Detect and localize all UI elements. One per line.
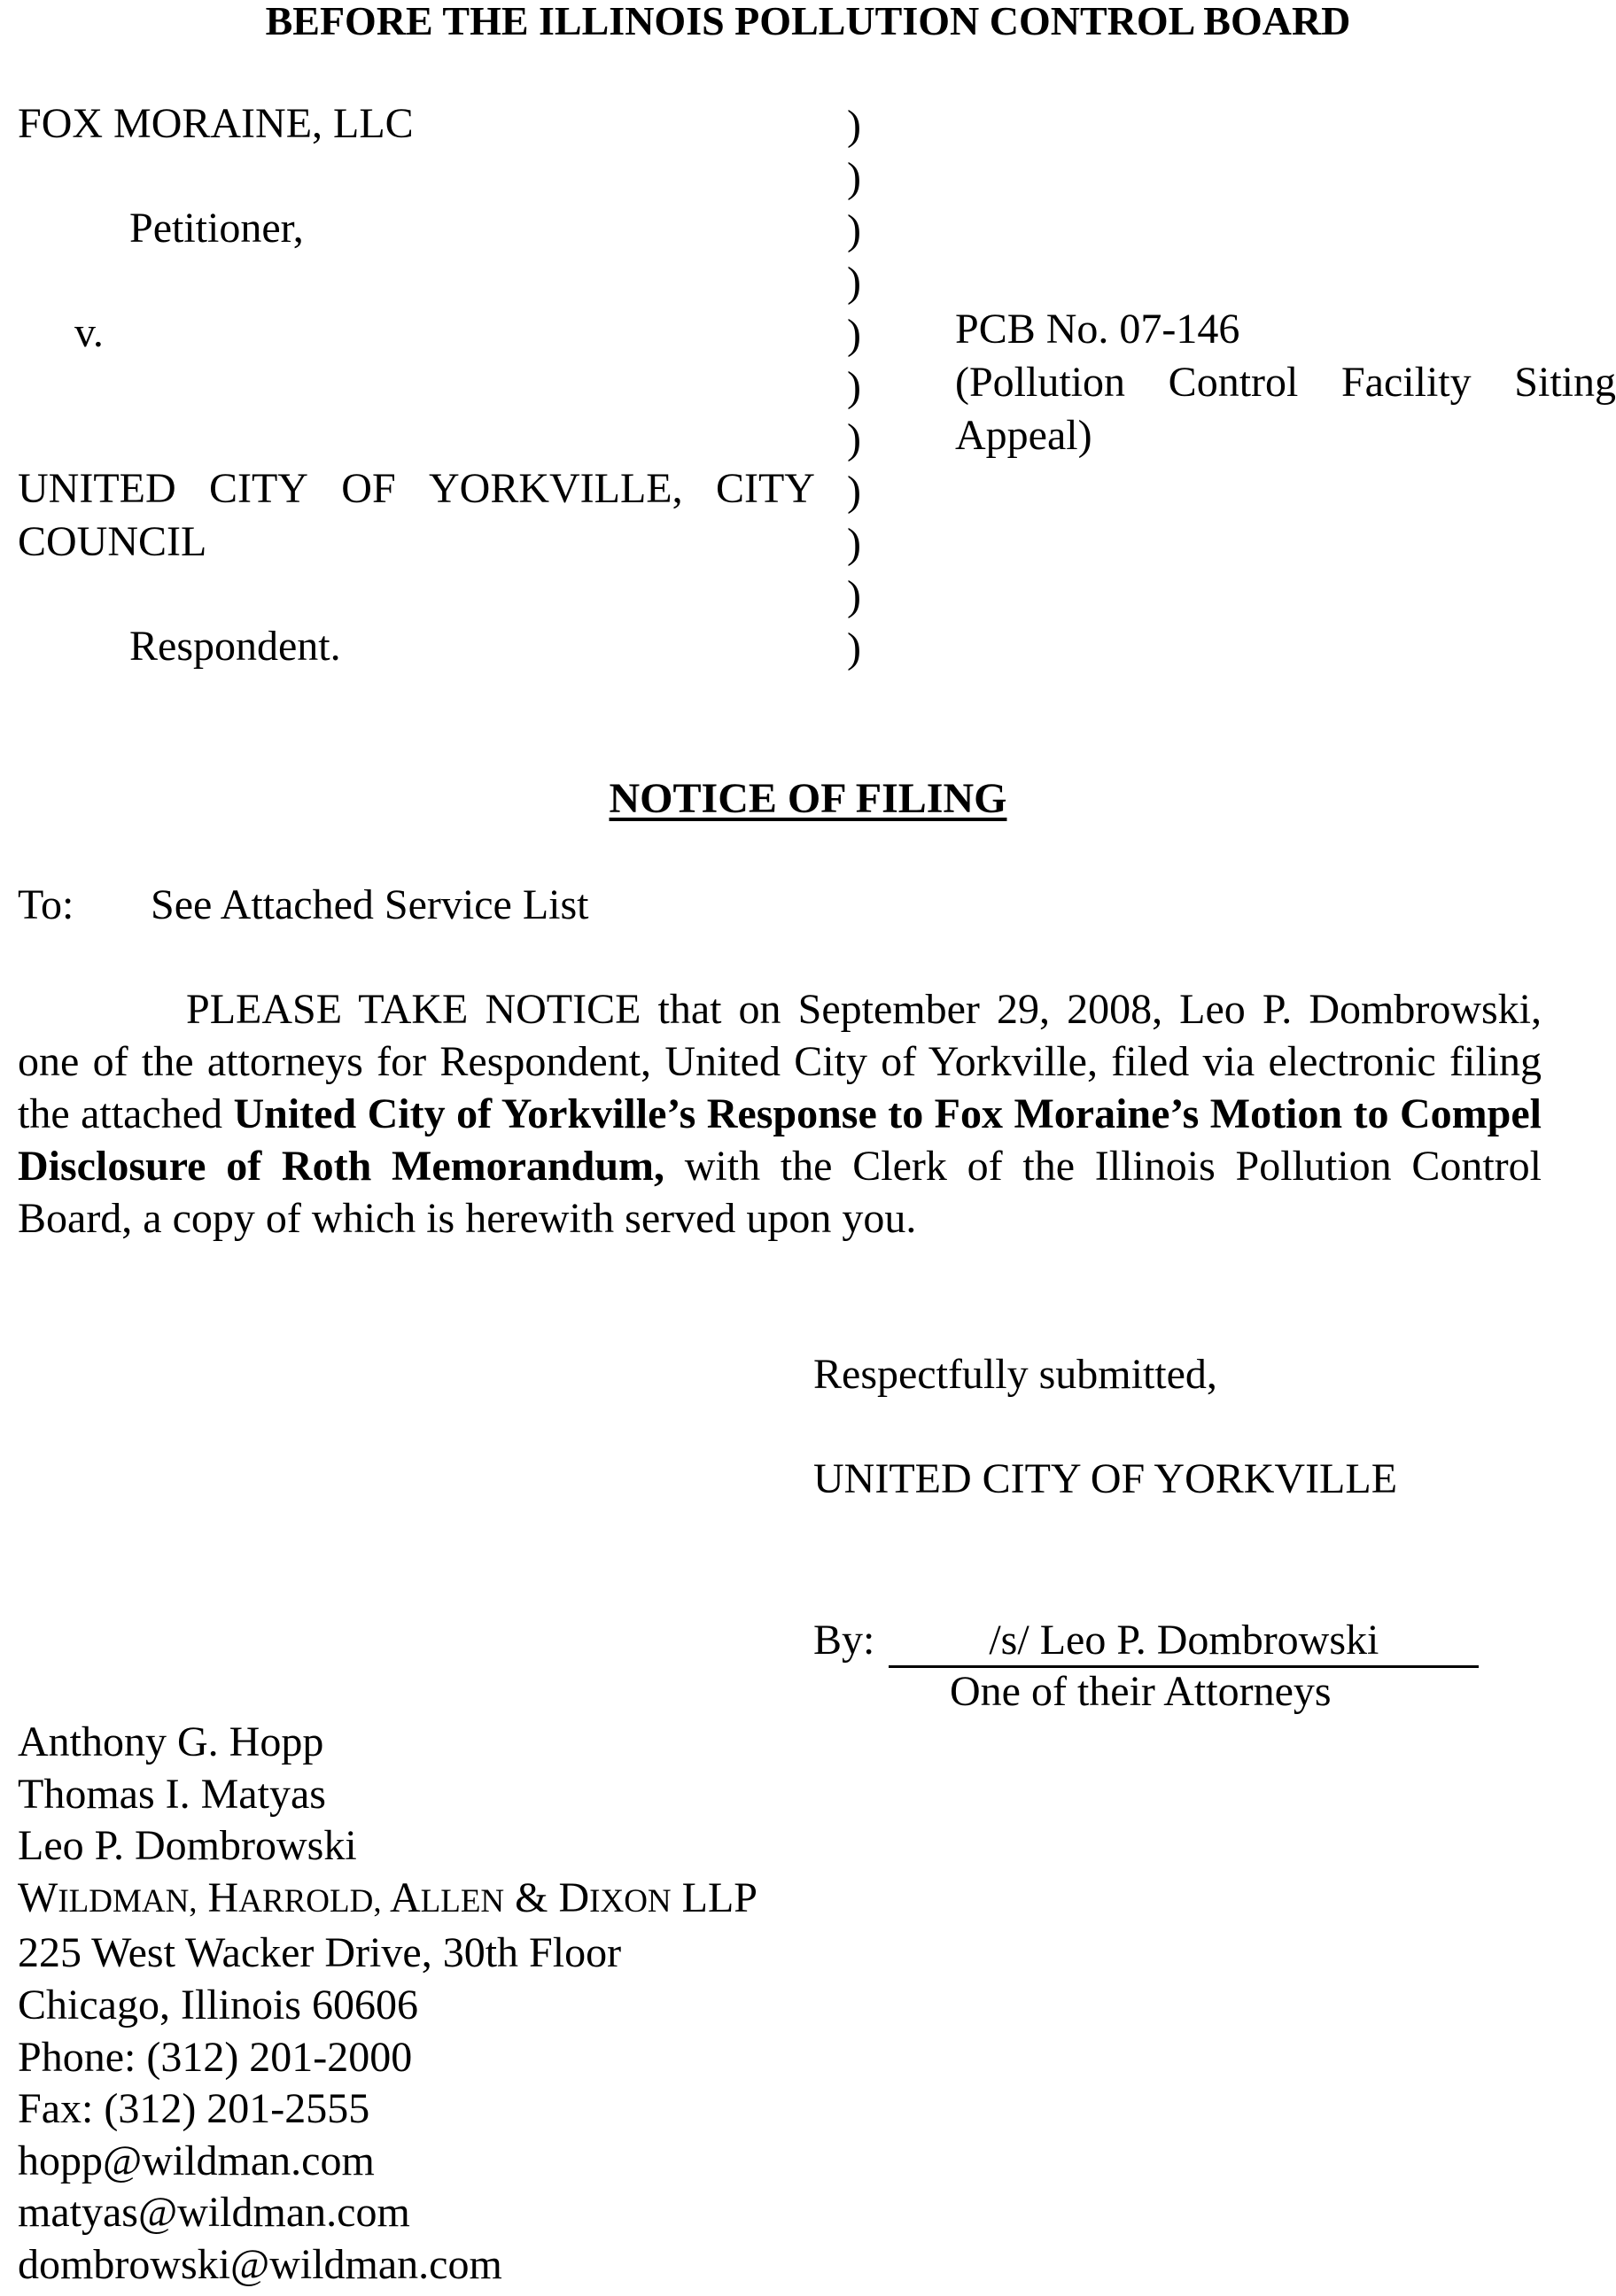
signature-party: UNITED CITY OF YORKVILLE [813,1455,1398,1502]
paren: ) [847,206,861,253]
respondent-name-line2: COUNCIL [18,518,207,565]
firm-word-cap: W [18,1873,58,1921]
case-type-line1 [955,356,1616,409]
firm-word-cap: LLP [681,1873,758,1921]
firm-name [18,1873,758,1928]
firm-word-rest: IXON [589,1882,672,1920]
respondent-role: Respondent. [129,623,341,670]
attorney-email: dombrowski@wildman.com [18,2240,502,2288]
paren: ) [847,154,861,201]
case-info [955,303,1616,462]
firm-word-rest: LLEN [420,1882,505,1920]
body-closing: with the Clerk of the Illinois Pollution Control Board, a copy of which is herewith served upon you. [18,1143,1542,1242]
respondent-word: OF [341,465,396,512]
firm-word-cap: D [558,1873,590,1921]
case-number: PCB No. 07-146 [955,306,1240,353]
paren: ) [847,415,861,462]
body-intro: PLEASE TAKE NOTICE that on September 29, 2008, Leo P. Dombrowski, one of the attorneys for Respondent, United City of Yorkville, filed via electronic filing the attached [18,986,1542,1137]
paren: ) [847,102,861,149]
firm-address-line1: 225 West Wacker Drive, 30th Floor [18,1929,622,1977]
paren: ) [847,259,861,306]
firm-word-rest: ILDMAN, [58,1882,198,1920]
firm-fax: Fax: (312) 201-2555 [18,2085,370,2133]
attorney-contact-block [18,1717,758,2292]
petitioner-role: Petitioner, [129,205,304,252]
notice-body [18,983,1542,1245]
paren: ) [847,311,861,358]
firm-word-cap: H [207,1873,239,1921]
firm-word-cap: A [389,1873,421,1921]
to-label: To: [18,881,74,928]
signer-title: One of their Attorneys [950,1668,1332,1715]
case-type-word: (Pollution [955,359,1126,406]
versus-label: v. [74,309,104,356]
to-value: See Attached Service List [151,881,589,928]
respondent-name-line1 [18,462,815,516]
case-type-word: Facility [1340,359,1472,406]
attorney-email: hopp@wildman.com [18,2137,375,2184]
signature-closing: Respectfully submitted, [813,1351,1217,1398]
paren: ) [847,363,861,410]
paren: ) [847,572,861,619]
attorney-name: Leo P. Dombrowski [18,1822,357,1870]
filed-document-title: United City of Yorkville’s Response to Fox Moraine’s Motion to Compel Disclosure of Roth Memorandum, [18,1090,1542,1190]
caption-parentheses [847,99,861,674]
respondent-word: CITY [208,465,308,512]
petitioner-name: FOX MORAINE, LLC [18,100,414,147]
firm-word-cap: & [515,1873,548,1921]
case-type-word: Siting [1514,359,1616,406]
paren: ) [847,468,861,515]
paren: ) [847,624,861,671]
firm-word-rest: ARROLD, [238,1882,382,1920]
firm-phone: Phone: (312) 201-2000 [18,2033,413,2081]
notice-title: NOTICE OF FILING [609,775,1007,822]
paren: ) [847,520,861,567]
respondent-word: UNITED [18,465,176,512]
attorney-name: Anthony G. Hopp [18,1718,324,1765]
by-label: By: [813,1617,875,1664]
attorney-name: Thomas I. Matyas [18,1770,326,1818]
signature-line [813,1614,1479,1668]
respondent-word: CITY [715,465,815,512]
board-heading: BEFORE THE ILLINOIS POLLUTION CONTROL BOARD [265,0,1351,43]
case-type-line2: Appeal) [955,412,1092,459]
case-type-word: Control [1168,359,1299,406]
respondent-word: YORKVILLE, [429,465,683,512]
firm-address-line2: Chicago, Illinois 60606 [18,1981,418,2028]
attorney-email: matyas@wildman.com [18,2189,410,2237]
electronic-signature: /s/ Leo P. Dombrowski [889,1616,1479,1668]
